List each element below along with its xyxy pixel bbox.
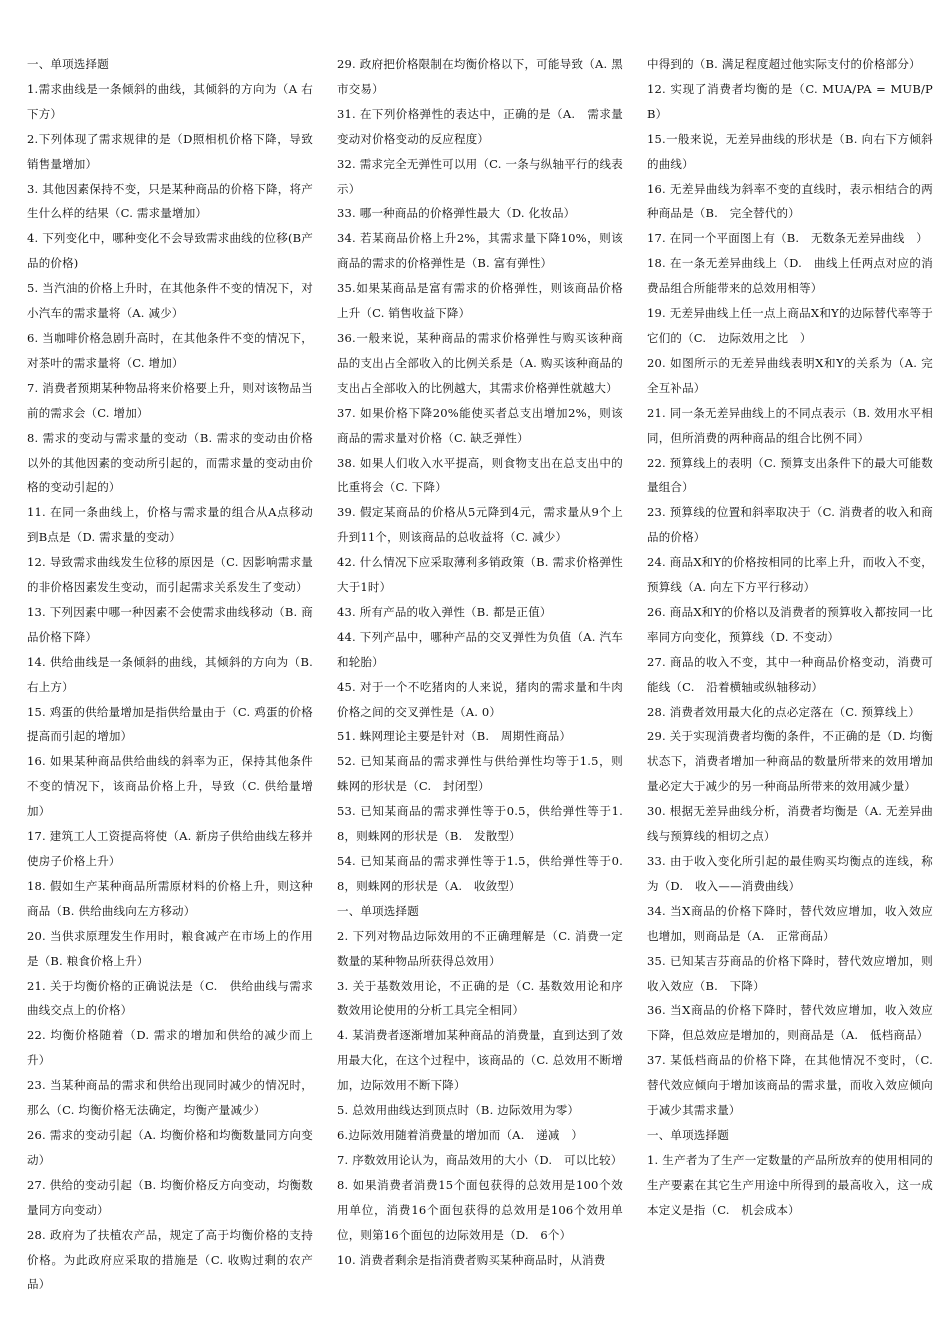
question-item: 1. 生产者为了生产一定数量的产品所放弃的使用相同的生产要素在其它生产用途中所得到的最高收入，这一成本定义是指（C. 机会成本） <box>647 1152 933 1217</box>
question-item: 45. 对于一个不吃猪肉的人来说，猪肉的需求量和牛肉价格之间的交叉弹性是（A. 0） <box>337 679 623 719</box>
question-item: 26. 需求的变动引起（A. 均衡价格和均衡数量同方向变动） <box>27 1127 313 1167</box>
question-item: 26. 商品X和Y的价格以及消费者的预算收入都按同一比率同方向变化，预算线（D. 不变动） <box>647 604 933 644</box>
question-item: 16. 如果某种商品供给曲线的斜率为正，保持其他条件不变的情况下，该商品价格上升，导致（C. 供给量增加） <box>27 754 313 819</box>
question-item: 19. 无差异曲线上任一点上商品X和Y的边际替代率等于它们的（C. 边际效用之比 ） <box>647 306 933 345</box>
text-column-1 <box>27 52 325 1297</box>
question-item: 33. 哪一种商品的价格弹性最大（D. 化妆品） <box>337 206 576 221</box>
question-item: 3. 关于基数效用论，不正确的是（C. 基数效用论和序数效用论使用的分析工具完全相同） <box>337 978 623 1018</box>
question-item: 51. 蛛网理论主要是针对（B. 周期性商品） <box>337 729 572 744</box>
question-item: 22. 预算线上的表明（C. 预算支出条件下的最大可能数量组合） <box>647 455 933 495</box>
question-item: 7. 消费者预期某种物品将来价格要上升，则对该物品当前的需求会（C. 增加） <box>27 380 313 420</box>
question-item: 30. 根据无差异曲线分析，消费者均衡是（A. 无差异曲线与预算线的相切之点） <box>647 804 933 844</box>
question-item: 17. 在同一个平面图上有（B. 无数条无差异曲线 ） <box>647 231 928 246</box>
question-item: 29. 政府把价格限制在均衡价格以下，可能导致（A. 黑市交易） <box>337 57 623 96</box>
section-heading: 一、单项选择题 <box>337 903 419 918</box>
question-item: 34. 当X商品的价格下降时，替代效应增加，收入效应也增加，则商品是（A. 正常商品） <box>647 903 933 943</box>
question-item: 10. 消费者剩余是指消费者购买某种商品时，从消费 <box>337 1252 606 1267</box>
question-item: 39. 假定某商品的价格从5元降到4元，需求量从9个上升到11个，则该商品的总收益将（C. 减少） <box>337 505 623 545</box>
question-item: 22. 均衡价格随着（D. 需求的增加和供给的减少而上升） <box>27 1028 313 1068</box>
question-item: 27. 供给的变动引起（B. 均衡价格反方向变动，均衡数量同方向变动） <box>27 1177 313 1217</box>
question-item: 7. 序数效用论认为，商品效用的大小（D. 可以比较） <box>337 1152 623 1167</box>
question-item: 4. 某消费者逐渐增加某种商品的消费量，直到达到了效用最大化，在这个过程中，该商品的（C. 总效用不断增加，边际效用不断下降） <box>337 1028 623 1093</box>
question-item: 23. 预算线的位置和斜率取决于（C. 消费者的收入和商品的价格） <box>647 505 933 545</box>
question-item: 2. 下列对物品边际效用的不正确理解是（C. 消费一定数量的某种物品所获得总效用） <box>337 928 623 968</box>
question-item: 20. 当供求原理发生作用时，粮食减产在市场上的作用是（B. 粮食价格上升） <box>27 928 313 968</box>
document-page <box>0 52 950 1322</box>
question-item: 16. 无差异曲线为斜率不变的直线时，表示相结合的两种商品是（B. 完全替代的） <box>647 181 933 221</box>
question-item: 35.如果某商品是富有需求的价格弹性，则该商品价格上升（C. 销售收益下降） <box>337 281 623 321</box>
question-item: 15. 鸡蛋的供给量增加是指供给量由于（C. 鸡蛋的价格提高而引起的增加） <box>27 704 313 744</box>
question-item: 42. 什么情况下应采取薄利多销政策（B. 需求价格弹性大于1时） <box>337 555 623 595</box>
question-item: 11. 在同一条曲线上，价格与需求量的组合从A点移动到B点是（D. 需求量的变动） <box>27 505 313 545</box>
question-item: 12. 导致需求曲线发生位移的原因是（C. 因影响需求量的非价格因素发生变动，而引起需求关系发生了变动） <box>27 555 313 595</box>
question-item: 17. 建筑工人工资提高将使（A. 新房子供给曲线左移并使房子价格上升） <box>27 829 313 868</box>
question-item: 中得到的（B. 满足程度超过他实际支付的价格部分） <box>647 57 921 71</box>
question-item: 53. 已知某商品的需求弹性等于0.5，供给弹性等于1.8，则蛛网的形状是（B. 发散型） <box>337 804 623 844</box>
question-item: 8. 需求的变动与需求量的变动（B. 需求的变动由价格以外的其他因素的变动所引起的，而需求量的变动由价格的变动引起的） <box>27 430 313 495</box>
question-item: 13. 下列因素中哪一种因素不会使需求曲线移动（B. 商品价格下降） <box>27 604 313 644</box>
question-item: 2.下列体现了需求规律的是（D照相机价格下降，导致销售量增加） <box>27 131 313 171</box>
question-item: 18. 假如生产某种商品所需原材料的价格上升，则这种商品（B. 供给曲线向左方移动） <box>27 878 313 918</box>
question-item: 29. 关于实现消费者均衡的条件，不正确的是（D. 均衡状态下，消费者增加一种商品的数量所带来的效用增加量必定大于减少的另一种商品所带来的效用减少量） <box>647 729 933 794</box>
question-item: 5. 总效用曲线达到顶点时（B. 边际效用为零） <box>337 1103 580 1118</box>
text-column-2 <box>337 52 623 1272</box>
question-item: 12. 实现了消费者均衡的是（C. MUA/PA = MUB/PB） <box>647 81 933 121</box>
question-item: 52. 已知某商品的需求弹性与供给弹性均等于1.5，则蛛网的形状是（C. 封闭型） <box>337 754 623 794</box>
question-item: 18. 在一条无差异曲线上（D. 曲线上任两点对应的消费品组合所能带来的总效用相等） <box>647 256 933 296</box>
question-item: 38. 如果人们收入水平提高，则食物支出在总支出中的比重将会（C. 下降） <box>337 455 623 495</box>
question-item: 20. 如图所示的无差异曲线表明X和Y的关系为（A. 完全互补品） <box>647 355 933 395</box>
question-item: 28. 消费者效用最大化的点必定落在（C. 预算线上） <box>647 704 921 719</box>
question-item: 34. 若某商品价格上升2%，其需求量下降10%，则该商品的需求的价格弹性是（B. 富有弹性） <box>337 231 623 271</box>
question-item: 8. 如果消费者消费15个面包获得的总效用是100个效用单位，消费16个面包获得的总效用是106个效用单位，则第16个面包的边际效用是（D. 6个） <box>337 1177 623 1242</box>
question-item: 36. 当X商品的价格下降时，替代效应增加，收入效应下降，但总效应是增加的，则商品是（A. 低档商品） <box>647 1003 933 1043</box>
question-item: 32. 需求完全无弹性可以用（C. 一条与纵轴平行的线表示） <box>337 156 623 196</box>
section-heading: 一、单项选择题 <box>27 57 109 71</box>
question-item: 33. 由于收入变化所引起的最佳购买均衡点的连线，称为（D. 收入——消费曲线） <box>647 854 933 893</box>
section-heading: 一、单项选择题 <box>647 1127 729 1142</box>
question-item: 37. 某低档商品的价格下降，在其他情况不变时，（C. 替代效应倾向于增加该商品的需求量，而收入效应倾向于减少其需求量） <box>647 1053 933 1118</box>
question-item: 24. 商品X和Y的价格按相同的比率上升，而收入不变，预算线（A. 向左下方平行移动） <box>647 555 933 595</box>
question-item: 27. 商品的收入不变，其中一种商品价格变动，消费可能线（C. 沿着横轴或纵轴移动） <box>647 654 933 694</box>
question-item: 28. 政府为了扶植农产品，规定了高于均衡价格的支持价格。为此政府应采取的措施是（C. 收购过剩的农产品） <box>27 1227 313 1292</box>
question-item: 15.一般来说，无差异曲线的形状是（B. 向右下方倾斜的曲线） <box>647 131 933 171</box>
question-item: 21. 同一条无差异曲线上的不同点表示（B. 效用水平相同，但所消费的两种商品的组合比例不同） <box>647 405 933 445</box>
question-item: 44. 下列产品中，哪种产品的交叉弹性为负值（A. 汽车和轮胎） <box>337 629 623 669</box>
question-item: 31. 在下列价格弹性的表达中，正确的是（A. 需求量变动对价格变动的反应程度） <box>337 106 623 146</box>
question-item: 5. 当汽油的价格上升时，在其他条件不变的情况下，对小汽车的需求量将（A. 减少） <box>27 281 313 321</box>
question-item: 54. 已知某商品的需求弹性等于1.5，供给弹性等于0.8，则蛛网的形状是（A. 收敛型） <box>337 854 623 893</box>
question-item: 3. 其他因素保持不变，只是某种商品的价格下降，将产生什么样的结果（C. 需求量增加） <box>27 181 313 221</box>
question-item: 35. 已知某吉芬商品的价格下降时，替代效应增加，则收入效应（B. 下降） <box>647 953 933 993</box>
question-item: 36.一般来说，某种商品的需求价格弹性与购买该种商品的支出占全部收入的比例关系是（A. 购买该种商品的支出占全部收入的比例越大，其需求价格弹性就越大） <box>337 330 623 395</box>
question-item: 4. 下列变化中，哪种变化不会导致需求曲线的位移(B产品的价格) <box>27 231 313 271</box>
question-item: 6. 当咖啡价格急剧升高时，在其他条件不变的情况下，对茶叶的需求量将（C. 增加） <box>27 330 313 370</box>
question-item: 1.需求曲线是一条倾斜的曲线，其倾斜的方向为（A 右下方） <box>27 81 313 121</box>
question-item: 43. 所有产品的收入弹性（B. 都是正值） <box>337 604 552 619</box>
text-column-3 <box>647 52 933 1223</box>
question-item: 6.边际效用随着消费量的增加而（A. 递减 ） <box>337 1127 584 1142</box>
question-item: 23. 当某种商品的需求和供给出现同时减少的情况时，那么（C. 均衡价格无法确定，均衡产量减少） <box>27 1078 313 1118</box>
question-item: 14. 供给曲线是一条倾斜的曲线，其倾斜的方向为（B. 右上方） <box>27 654 325 694</box>
question-item: 21. 关于均衡价格的正确说法是（C. 供给曲线与需求曲线交点上的价格） <box>27 978 313 1018</box>
question-item: 37. 如果价格下降20%能使买者总支出增加2%，则该商品的需求量对价格（C. 缺乏弹性） <box>337 405 623 445</box>
